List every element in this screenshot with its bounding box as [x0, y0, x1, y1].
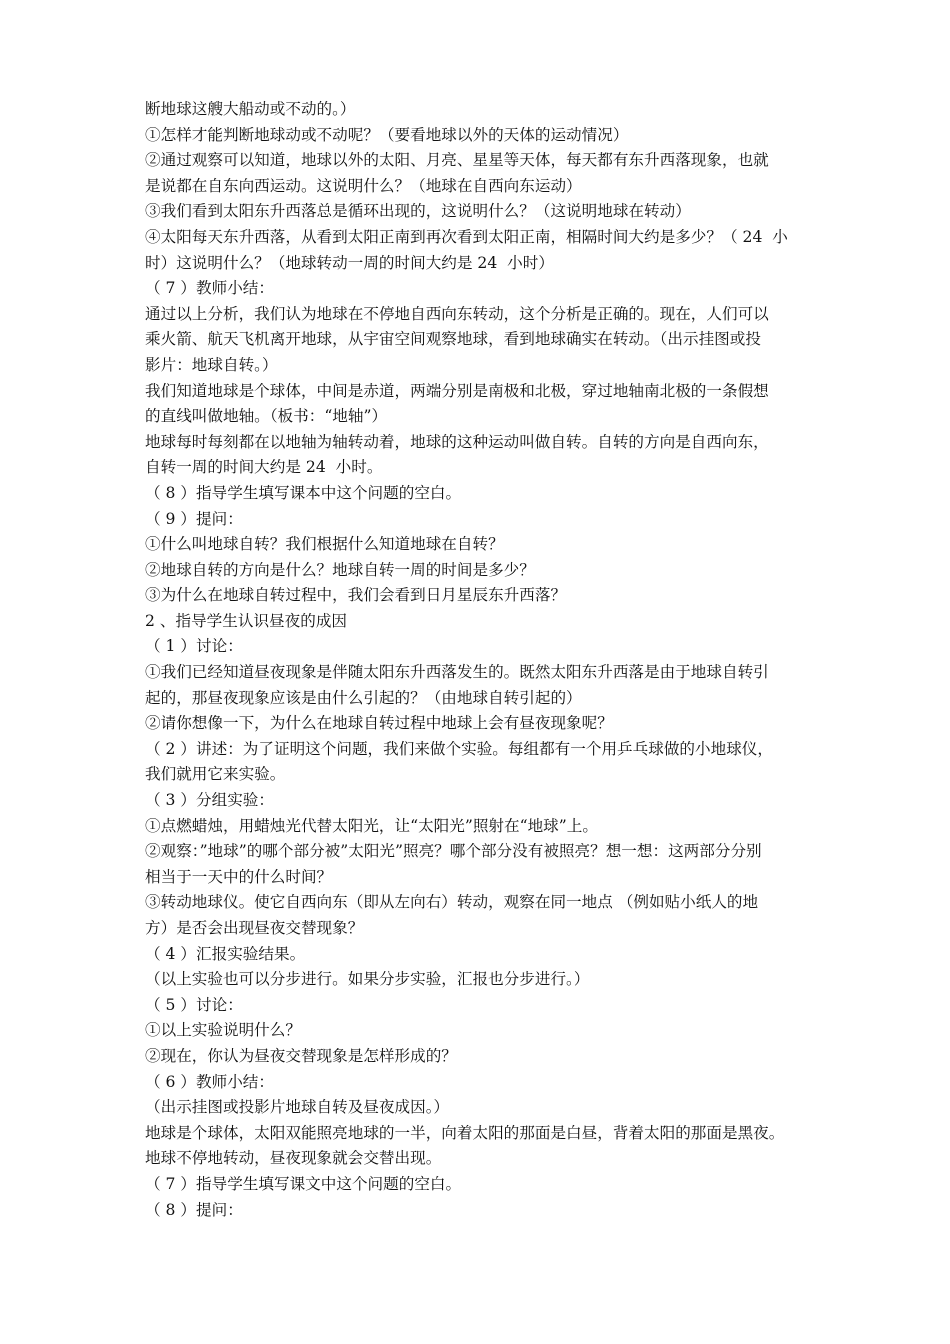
text-line: ③转动地球仪。使它自西向东（即从左向右）转动，观察在同一地点 （例如贴小纸人的地: [145, 893, 759, 912]
section-heading: （ 9 ）提问：: [145, 509, 243, 528]
section-heading: （ 6 ）教师小结：: [145, 1072, 274, 1091]
section-heading: （ 8 ）提问：: [145, 1200, 243, 1219]
text-line: ①点燃蜡烛，用蜡烛光代替太阳光，让“太阳光”照射在“地球”上。: [145, 816, 598, 835]
text-line: 地球每时每刻都在以地轴为轴转动着，地球的这种运动叫做自转。自转的方向是自西向东，: [145, 432, 769, 451]
text-line: 断地球这艘大船动或不动的。）: [145, 100, 356, 118]
text-line: 自转一周的时间大约是 24 小时。: [145, 458, 383, 477]
question-item: ①什么叫地球自转？我们根据什么知道地球在自转？: [145, 535, 504, 554]
text-line: 影片：地球自转。）: [145, 355, 278, 374]
text-line: 我们就用它来实验。: [145, 765, 286, 784]
text-line: 的直线叫做地轴。（板书：“地轴”）: [145, 407, 388, 426]
question-item: ②地球自转的方向是什么？地球自转一周的时间是多少？: [145, 560, 535, 579]
section-heading: （ 1 ）讨论：: [145, 637, 243, 656]
text-line: 方）是否会出现昼夜交替现象？: [145, 919, 364, 937]
text-line: 是说都在自东向西运动。这说明什么？（地球在自西向东运动）: [145, 176, 582, 195]
text-line: 起的，那昼夜现象应该是由什么引起的？（由地球自转引起的）: [145, 688, 582, 707]
section-heading: （ 4 ）汇报实验结果。: [145, 944, 306, 963]
text-line: ②通过观察可以知道，地球以外的太阳、月亮、星星等天体，每天都有东升西落现象，也就: [145, 151, 769, 170]
text-line: 地球是个球体，太阳双能照亮地球的一半，向着太阳的那面是白昼，背着太阳的那面是黑夜。: [145, 1123, 785, 1142]
text-line: ①我们已经知道昼夜现象是伴随太阳东升西落发生的。既然太阳东升西落是由于地球自转引: [145, 663, 769, 682]
text-line: （以上实验也可以分步进行。如果分步实验，汇报也分步进行。）: [145, 970, 590, 989]
section-heading: （ 7 ）教师小结：: [145, 279, 274, 298]
section-heading: （ 8 ）指导学生填写课本中这个问题的空白。: [145, 483, 462, 502]
text-line: ④太阳每天东升西落，从看到太阳正南到再次看到太阳正南，相隔时间大约是多少？（ 24 小: [145, 227, 788, 246]
text-line: 我们知道地球是个球体，中间是赤道，两端分别是南极和北极，穿过地轴南北极的一条假想: [145, 381, 769, 400]
text-line: ①怎样才能判断地球动或不动呢？（要看地球以外的天体的运动情况）: [145, 125, 629, 144]
text-line: 地球不停地转动，昼夜现象就会交替出现。: [145, 1149, 442, 1168]
section-heading: （ 2 ）讲述：为了证明这个问题，我们来做个实验。每组都有一个用乒乓球做的小地球仪，: [145, 739, 773, 758]
text-line: ③我们看到太阳东升西落总是循环出现的，这说明什么？（这说明地球在转动）: [145, 202, 691, 221]
document-body: [145, 97, 817, 1223]
question-item: ①以上实验说明什么？: [145, 1021, 301, 1040]
section-heading: （ 5 ）讨论：: [145, 995, 243, 1014]
question-item: ③为什么在地球自转过程中，我们会看到日月星辰东升西落？: [145, 586, 567, 605]
section-heading: 2 、指导学生认识昼夜的成因: [145, 611, 348, 630]
section-heading: （ 7 ）指导学生填写课文中这个问题的空白。: [145, 1174, 462, 1193]
text-line: 通过以上分析，我们认为地球在不停地自西向东转动，这个分析是正确的。现在，人们可以: [145, 304, 769, 323]
text-line: （出示挂图或投影片地球自转及昼夜成因。）: [145, 1098, 450, 1117]
question-item: ②现在，你认为昼夜交替现象是怎样形成的？: [145, 1046, 457, 1065]
text-line: ②请你想像一下，为什么在地球自转过程中地球上会有昼夜现象呢？: [145, 714, 613, 733]
text-line: 乘火箭、航天飞机离开地球，从宇宙空间观察地球，看到地球确实在转动。（出示挂图或投: [145, 330, 761, 349]
text-line: ②观察：”地球”的哪个部分被”太阳光”照亮？哪个部分没有被照亮？想一想：这两部分分别: [145, 842, 762, 861]
text-line: 相当于一天中的什么时间？: [145, 867, 333, 886]
section-heading: （ 3 ）分组实验：: [145, 791, 274, 810]
text-line: 时）这说明什么？（地球转动一周的时间大约是 24 小时）: [145, 253, 554, 272]
